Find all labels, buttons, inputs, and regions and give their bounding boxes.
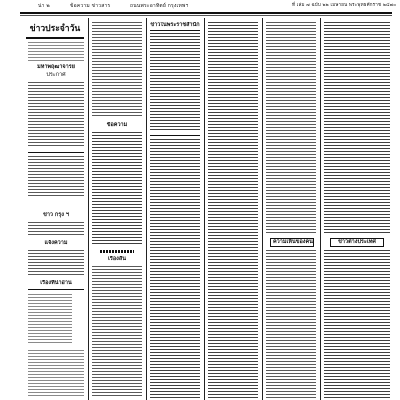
col4-text-block xyxy=(208,22,258,398)
masthead-rule xyxy=(26,37,84,39)
header-rule xyxy=(20,12,392,14)
col1-heading-3: ข่าว กรุง ฯ xyxy=(43,212,69,218)
col6-text-block xyxy=(324,22,390,234)
col5-text-block xyxy=(266,22,316,234)
col1-divider xyxy=(28,289,84,290)
col6-heading-1: ข่าวต่างประเทศ xyxy=(330,238,384,247)
col3-divider xyxy=(150,135,200,136)
col1-heading-4: แจ้งความ xyxy=(44,240,68,246)
col1-text-block xyxy=(28,156,84,196)
col1-text-block xyxy=(28,222,84,236)
masthead-title: ข่าวประจำวัน xyxy=(29,24,81,34)
column-rule xyxy=(320,18,321,400)
col3-text-block xyxy=(150,139,200,398)
col6-text-block xyxy=(324,250,390,398)
page-number: น่า ๒ xyxy=(38,3,50,9)
col2-heading-1: ข้อความ xyxy=(106,122,128,128)
col1-heading-5: เรื่องที่น่าอ่าน xyxy=(40,280,72,286)
col2-text-block xyxy=(92,132,142,244)
col1-text-block xyxy=(28,82,84,148)
col3-divider xyxy=(150,30,200,31)
col2-text-block xyxy=(92,266,142,398)
column-rule xyxy=(146,18,147,400)
col2-text-block xyxy=(92,22,142,118)
column-rule xyxy=(204,18,205,400)
col2-ornament xyxy=(100,250,134,253)
col5-heading-1: ความเห็นของคน xyxy=(270,238,314,247)
col1-divider xyxy=(28,152,84,153)
col1-heading-2: ประกาศ xyxy=(46,72,66,78)
col1-text-block xyxy=(28,350,84,398)
publish-place: ถนนพระอาทิตย์ กรุงเทพฯ xyxy=(130,3,189,9)
col3-text-block xyxy=(150,33,200,131)
column-rule xyxy=(262,18,263,400)
header-rule-thin xyxy=(20,15,392,16)
paper-name: ข้อความ ข่าวสาร xyxy=(70,3,111,9)
col1-text-block xyxy=(28,42,84,62)
col2-heading-2: เรื่องสั้น xyxy=(108,256,126,262)
col1-text-block xyxy=(28,250,84,276)
col5-text-block xyxy=(266,250,316,398)
column-rule xyxy=(88,18,89,400)
issue-date: ที่ เล่ม ๗ ฉบับ ๒๒ เมษายน พระพุทธศักราช ๒๔๗๐ xyxy=(292,3,397,8)
col1-heading-1: มหาพฤฒาจารย xyxy=(37,64,75,70)
col1-text-block xyxy=(28,294,72,344)
col3-heading-1: ข่าวในพระราชสำนัก xyxy=(150,22,200,28)
